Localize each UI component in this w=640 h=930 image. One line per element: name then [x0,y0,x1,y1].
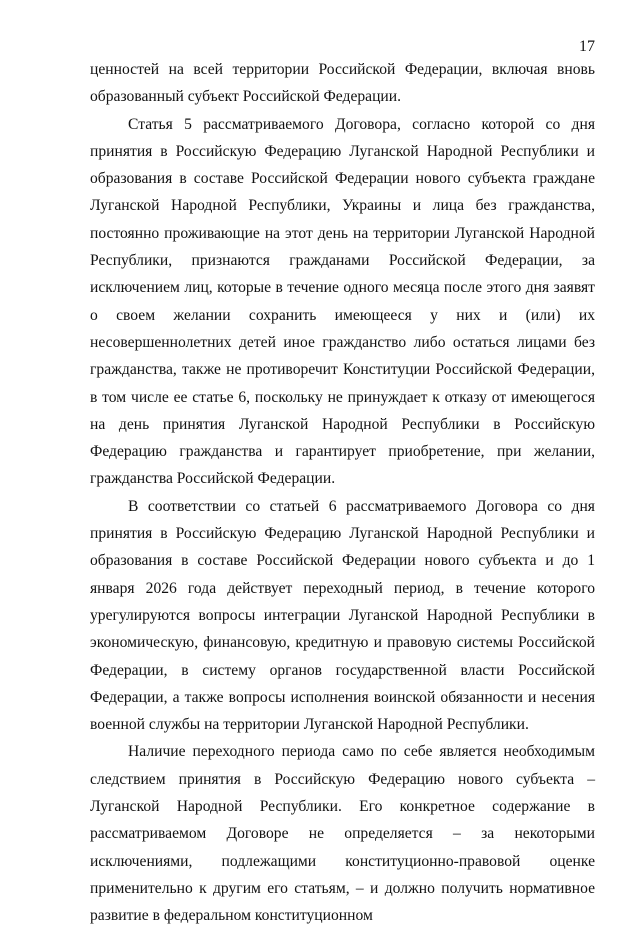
paragraph-continuation: ценностей на всей территории Российской Федерации, включая вновь образованный субъект Российской Федерации. [90,61,595,106]
page-number: 17 [579,38,595,55]
paragraph-article-6: В соответствии со статьей 6 рассматриваемого Договора со дня принятия в Российскую Федерацию Луганской Народной Республики и образования в составе Российской Федерации нового субъекта и до 1 января 2026 года действует переходный период, в течение которого урегулируются вопросы интеграции Луганской Народной Республики в экономическую, финансовую, кредитную и правовую системы Российской Федерации, в систему органов государственной власти Российской Федерации, а также вопросы исполнения воинской обязанности и несения военной службы на территории Луганской Народной Республики. [90,497,595,734]
document-body [90,56,595,930]
paragraph-article-5: Статья 5 рассматриваемого Договора, согласно которой со дня принятия в Российскую Федерацию Луганской Народной Республики и образования в составе Российской Федерации нового субъекта граждане Луганской Народной Республики, Украины и лица без гражданства, постоянно проживающие на этот день на территории Луганской Народной Республики, признаются гражданами Российской Федерации, за исключением лиц, которые в течение одного месяца после этого дня заявят о своем желании сохранить имеющееся у них и (или) их несовершеннолетних детей иное гражданство либо остаться лицами без гражданства, также не противоречит Конституции Российской Федерации, в том числе ее статье 6, поскольку не принуждает к отказу от имеющегося на день принятия Луганской Народной Республики в Российскую Федерацию гражданства и гарантирует приобретение, при желании, гражданства Российской Федерации. [90,115,595,488]
paragraph-transition-period: Наличие переходного периода само по себе является необходимым следствием принятия в Российскую Федерацию нового субъекта – Луганской Народной Республики. Его конкретное содержание в рассматриваемом Договоре не определяется – за некоторыми исключениями, подлежащими конституционно-правовой оценке применительно к другим его статьям, – и должно получить нормативное развитие в федеральном конституционном [90,743,595,925]
